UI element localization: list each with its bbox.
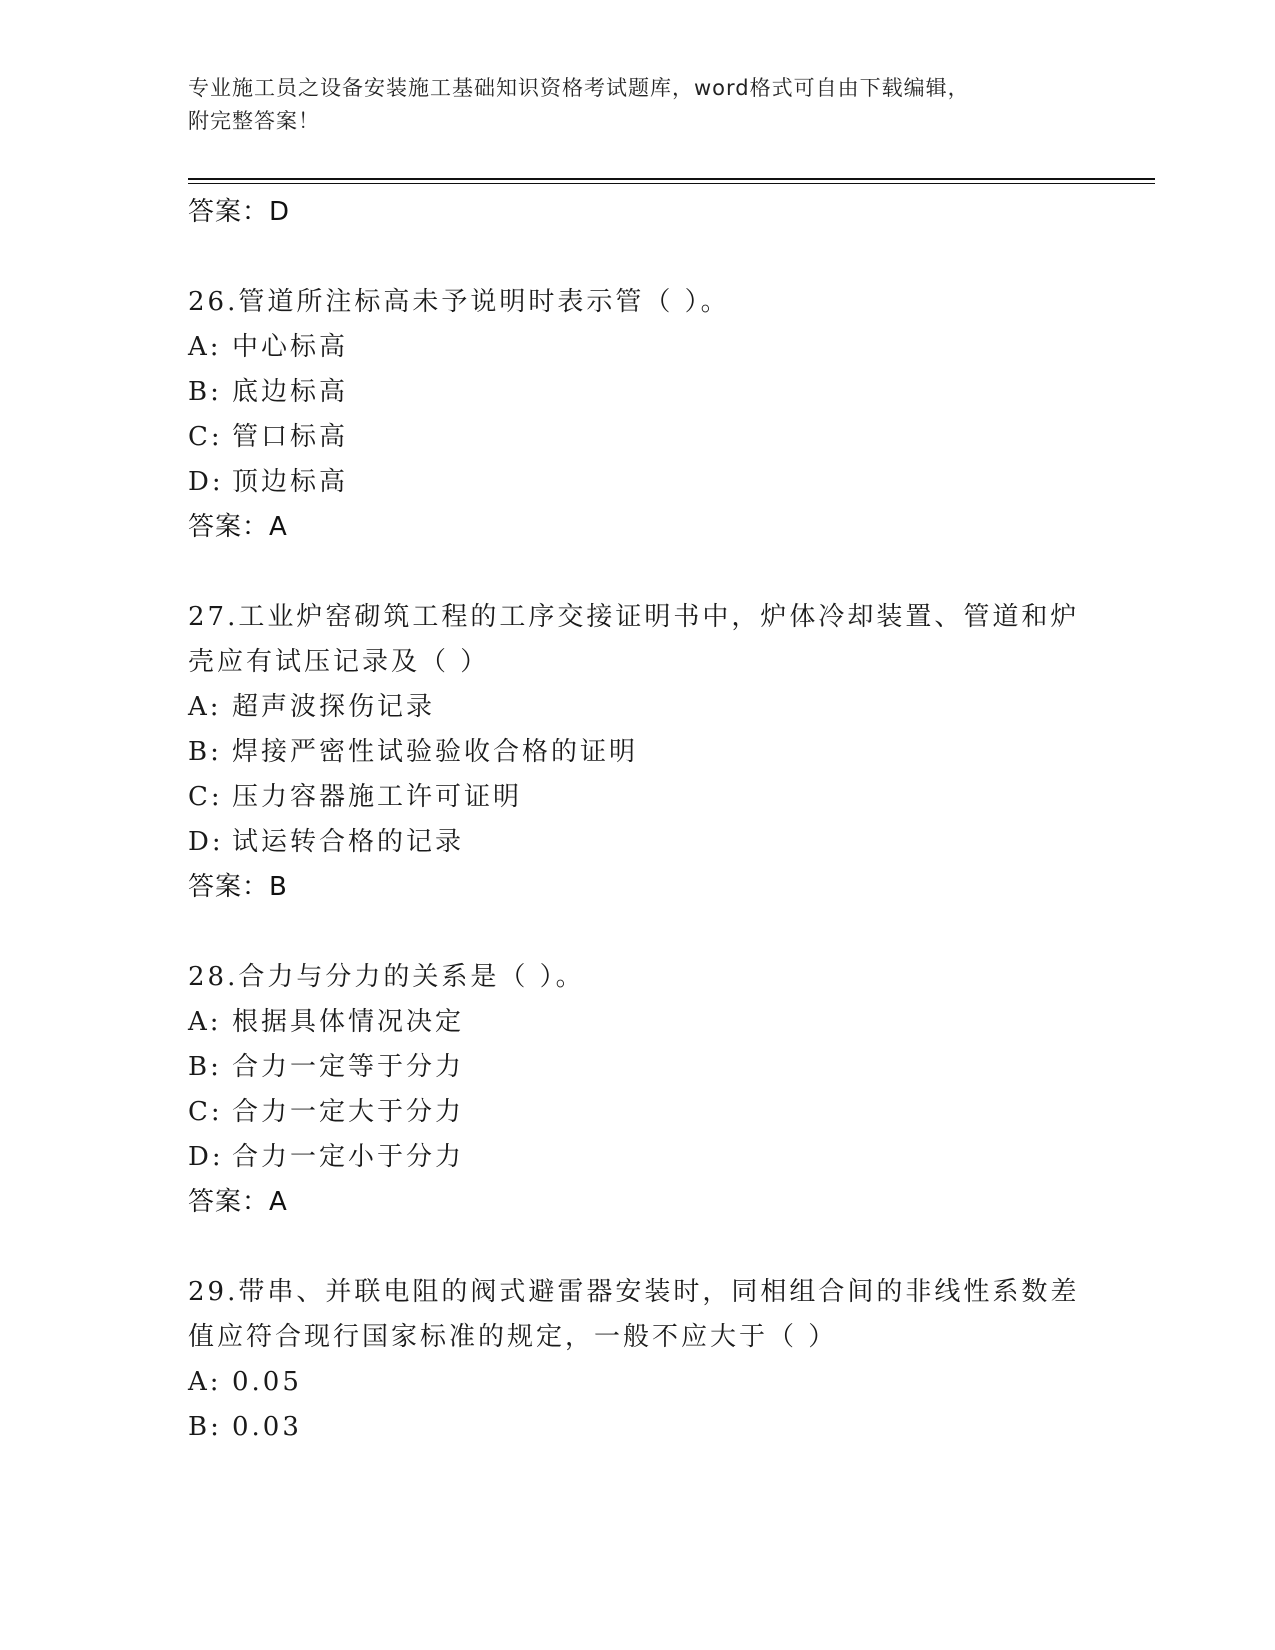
answer-line: 答案：A: [188, 512, 288, 542]
question-26: [188, 280, 1088, 549]
option-letter: A:: [188, 1007, 222, 1037]
option-text: 压力容器施工许可证明: [232, 782, 523, 812]
option-b: [188, 1045, 1088, 1090]
option-text: 超声波探伤记录: [232, 692, 436, 722]
option-text: 试运转合格的记录: [232, 827, 465, 857]
option-c: [188, 415, 1088, 460]
option-letter: D:: [188, 827, 224, 857]
option-text: 根据具体情况决定: [232, 1007, 465, 1037]
option-a: [188, 1000, 1088, 1045]
spacer: [188, 234, 1088, 280]
option-text: 合力一定小于分力: [232, 1142, 465, 1172]
spacer: [188, 549, 1088, 595]
option-d: [188, 460, 1088, 505]
option-letter: B:: [188, 1052, 222, 1082]
option-b: [188, 1405, 1088, 1450]
spacer: [188, 909, 1088, 955]
option-letter: B:: [188, 737, 222, 767]
option-c: [188, 775, 1088, 820]
option-b: [188, 730, 1088, 775]
option-c: [188, 1090, 1088, 1135]
option-text: 合力一定大于分力: [232, 1097, 465, 1127]
question-text: 29.带串、并联电阻的阀式避雷器安装时，同相组合间的非线性系数差值应符合现行国家标准的规定，一般不应大于（ ）: [188, 1277, 1080, 1352]
option-letter: C:: [188, 1097, 223, 1127]
option-text: 顶边标高: [232, 467, 349, 497]
option-a: [188, 325, 1088, 370]
option-letter: D:: [188, 1142, 224, 1172]
option-letter: A:: [188, 1367, 222, 1397]
header-line-2: 附完整答案！: [188, 109, 320, 133]
header-rule-thin: [188, 183, 1155, 184]
document-header: [188, 72, 1068, 138]
option-b: [188, 370, 1088, 415]
option-text: 底边标高: [232, 377, 349, 407]
option-letter: A:: [188, 332, 222, 362]
option-letter: B:: [188, 1412, 222, 1442]
option-letter: D:: [188, 467, 224, 497]
option-letter: C:: [188, 422, 223, 452]
question-27: [188, 595, 1088, 909]
option-d: [188, 820, 1088, 865]
option-letter: A:: [188, 692, 222, 722]
option-a: [188, 685, 1088, 730]
option-letter: B:: [188, 377, 222, 407]
option-letter: C:: [188, 782, 223, 812]
option-d: [188, 1135, 1088, 1180]
question-text: 27.工业炉窑砌筑工程的工序交接证明书中，炉体冷却装置、管道和炉壳应有试压记录及（ ）: [188, 602, 1080, 677]
option-text: 中心标高: [232, 332, 349, 362]
question-text: 26.管道所注标高未予说明时表示管（ ）。: [188, 287, 730, 317]
option-text: 合力一定等于分力: [232, 1052, 465, 1082]
option-text: 焊接严密性试验验收合格的证明: [232, 737, 639, 767]
spacer: [188, 1224, 1088, 1270]
option-text: 0.03: [232, 1412, 302, 1442]
answer-line: 答案：A: [188, 1187, 288, 1217]
question-29: [188, 1270, 1088, 1450]
question-text: 28.合力与分力的关系是（ ）。: [188, 962, 585, 992]
question-28: [188, 955, 1088, 1224]
option-text: 0.05: [232, 1367, 302, 1397]
question-list: [188, 190, 1088, 1450]
header-line-1: 专业施工员之设备安装施工基础知识资格考试题库，word格式可自由下载编辑，: [188, 76, 970, 100]
option-a: [188, 1360, 1088, 1405]
header-rule-thick: [188, 178, 1155, 180]
answer-line: 答案：B: [188, 872, 288, 902]
previous-answer: 答案：D: [188, 197, 291, 227]
option-text: 管口标高: [232, 422, 349, 452]
